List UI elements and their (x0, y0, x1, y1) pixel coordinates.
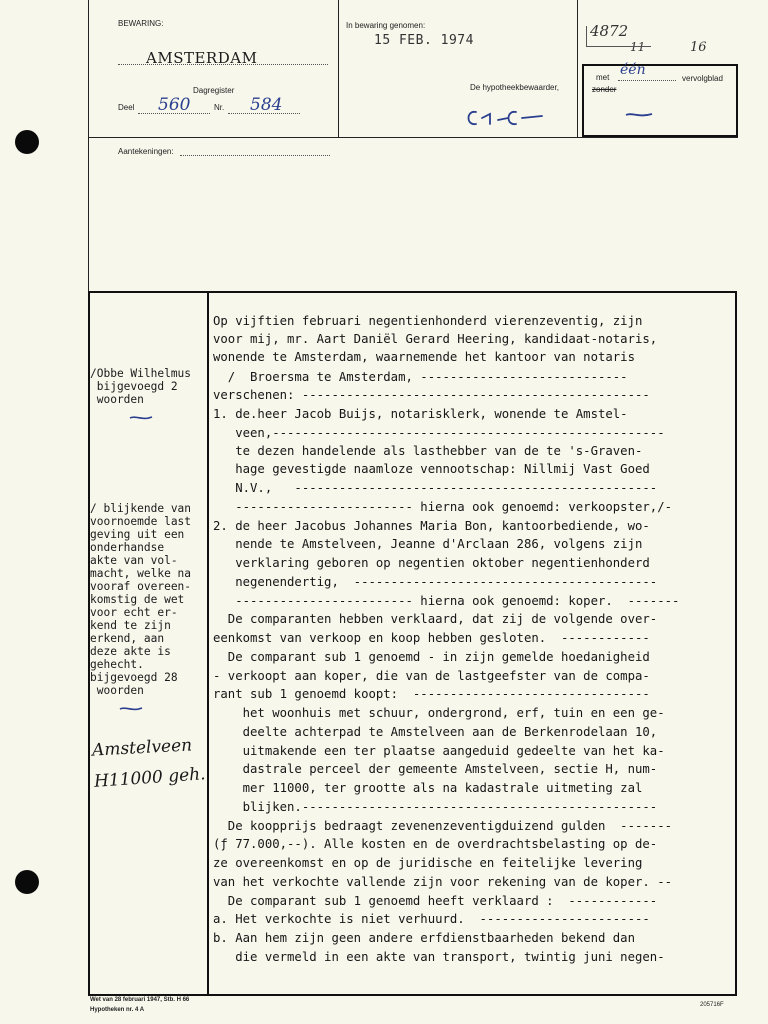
margin-divider (207, 293, 209, 994)
reference-number: 4872 (590, 22, 629, 40)
date-stamp: 15 FEB. 1974 (374, 33, 474, 48)
bewaring-label: BEWARING: (118, 19, 164, 28)
margin-note-line: / blijkende van (90, 502, 192, 515)
body-line: dastrale perceel der gemeente Amstelveen, sectie H, num- (213, 762, 658, 776)
margin-handwritten-2: H11000 geh. (93, 764, 207, 792)
header-divider-2 (577, 0, 578, 137)
bewaring-value: AMSTERDAM (146, 49, 258, 67)
body-line: die vermeld in een akte van transport, twintig juni negen- (213, 950, 665, 964)
hypotheekbewaarder-signature (462, 104, 562, 135)
dagregister-label: Dagregister (193, 86, 235, 95)
margin-note-line: akte van vol- (90, 554, 178, 567)
nr-dots (228, 113, 300, 114)
body-line: - verkoopt aan koper, die van de lastgeefster van de compa- (213, 669, 650, 683)
margin-note-line: erkend, aan (90, 632, 165, 645)
body-line: mer 11000, ter grootte als na kadastrale uitmeting zal (213, 781, 643, 795)
footer-form-name: Hypotheken nr. 4 A (90, 1007, 145, 1013)
margin-note-line: vooraf overeen- (90, 580, 192, 593)
margin-note-line: /Obbe Wilhelmus (90, 367, 192, 380)
margin-note-line: woorden (90, 684, 144, 697)
body-line: ze overeenkomst en op de juridische en feitelijke levering (213, 856, 643, 870)
met-label: met (596, 73, 610, 82)
met-value: één (620, 62, 646, 78)
reference-sub-1: 11 (630, 40, 646, 54)
margin-note-line: macht, welke na (90, 567, 192, 580)
body-line: a. Het verkochte is niet verhuurd. ----------------------- (213, 912, 650, 926)
punch-hole-bottom (15, 870, 39, 894)
punch-hole-top (15, 130, 39, 154)
reference-bracket (586, 26, 651, 47)
margin-note-line: geving uit een (90, 528, 185, 541)
body-line: veen,----------------------------------------------------- (213, 426, 665, 440)
margin-note-line: gehecht. (90, 658, 144, 671)
body-line: uitmakende een ter plaatse aangeduid gedeelte van het ka- (213, 744, 665, 758)
aantekeningen-label: Aantekeningen: (118, 147, 174, 156)
header-divider-1 (338, 0, 339, 137)
deel-value: 560 (158, 95, 191, 115)
margin-note-line: voornoemde last (90, 515, 192, 528)
header-bottom-line (88, 137, 738, 138)
margin-note-line: komstig de wet (90, 593, 185, 606)
body-line: verschenen: ----------------------------------------------- (213, 388, 650, 402)
body-line: deelte achterpad te Amstelveen aan de Berkenrodelaan 10, (213, 725, 658, 739)
body-line: voor mij, mr. Aart Daniël Gerard Heering, kandidaat-notaris, (213, 332, 658, 346)
vervolgblad-label: vervolgblad (682, 74, 723, 83)
body-line: (ƒ 77.000,--). Alle kosten en de overdrachtsbelasting op de- (213, 837, 658, 851)
footer-law-reference: Wet van 28 februari 1947, Stb. H 66 (90, 997, 190, 1003)
body-line: blijken.------------------------------------------------ (213, 800, 658, 814)
margin-note-line: bijgevoegd 2 (90, 380, 178, 393)
margin-note-1-tick (128, 409, 154, 427)
body-line: 2. de heer Jacobus Johannes Maria Bon, kantoorbediende, wo- (213, 519, 650, 533)
margin-note-line: bijgevoegd 28 (90, 671, 178, 684)
body-line: van het verkochte vallende zijn voor rekening van de koper. -- (213, 875, 673, 889)
footer-form-code: 205716F (700, 1002, 724, 1008)
body-line: De comparanten hebben verklaard, dat zij de volgende over- (213, 612, 658, 626)
body-line: nende te Amstelveen, Jeanne d'Arclaan 286, volgens zijn (213, 537, 643, 551)
nr-value: 584 (250, 95, 283, 115)
met-dots (618, 80, 676, 81)
body-line: / Broersma te Amsterdam, ---------------------------- (213, 370, 628, 384)
body-line: 1. de.heer Jacob Buijs, notarisklerk, wonende te Amstel- (213, 407, 628, 421)
body-line: De comparant sub 1 genoemd heeft verklaard : ------------ (213, 894, 658, 908)
body-line: ------------------------ hierna ook genoemd: verkoopster,/- (213, 500, 673, 514)
margin-note-line: kend te zijn (90, 619, 171, 632)
deel-label: Deel (118, 103, 135, 112)
margin-note-2-tick (118, 700, 144, 718)
body-line: te dezen handelende als lasthebber van de te 's-Graven- (213, 444, 643, 458)
body-line: hage gevestigde naamloze vennootschap: Nillmij Vast Goed (213, 462, 650, 476)
nr-label: Nr. (214, 103, 225, 112)
body-line: eenkomst van verkoop en koop hebben gesloten. ------------ (213, 631, 650, 645)
margin-note-line: deze akte is (90, 645, 171, 658)
body-line: wonende te Amsterdam, waarnemende het kantoor van notaris (213, 350, 635, 364)
body-line: het woonhuis met schuur, ondergrond, erf, tuin en een ge- (213, 706, 665, 720)
margin-note-line: voor echt er- (90, 606, 178, 619)
margin-handwritten-1: Amstelveen (91, 735, 193, 761)
body-line: ------------------------ hierna ook genoemd: koper. ------- (213, 594, 680, 608)
body-line: N.V., ------------------------------------------------- (213, 481, 658, 495)
body-line: De comparant sub 1 genoemd - in zijn gemelde hoedanigheid (213, 650, 650, 664)
body-line: rant sub 1 genoemd koopt: -------------------------------- (213, 687, 650, 701)
body-line: b. Aan hem zijn geen andere erfdienstbaarheden bekend dan (213, 931, 635, 945)
aantekeningen-dots (180, 155, 330, 156)
bewaring-dots (118, 64, 328, 65)
in-bewaring-label: In bewaring genomen: (346, 21, 426, 30)
deel-dots (138, 113, 210, 114)
margin-note-line: onderhandse (90, 541, 165, 554)
hypotheekbewaarder-label: De hypotheekbewaarder, (470, 83, 559, 92)
body-line: verklaring geboren op negentien oktober negentienhonderd (213, 556, 650, 570)
vervolgblad-tick (624, 106, 654, 124)
reference-sub-2: 16 (690, 40, 707, 55)
body-line: negenendertig, ----------------------------------------- (213, 575, 658, 589)
zonder-label: zonder (592, 85, 617, 94)
body-line: De koopprijs bedraagt zevenenzeventigduizend gulden ------- (213, 819, 673, 833)
margin-note-line: woorden (90, 393, 144, 406)
body-line: Op vijftien februari negentienhonderd vierenzeventig, zijn (213, 314, 643, 328)
left-margin-line (88, 0, 89, 292)
